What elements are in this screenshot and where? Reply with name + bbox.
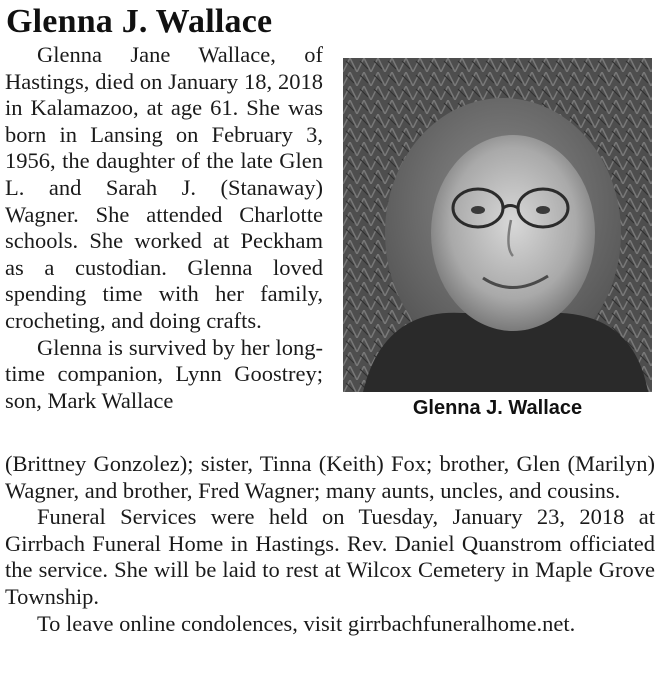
portrait-image — [343, 58, 652, 392]
obituary-column-text — [5, 42, 323, 414]
paragraph-survivors-start: Glenna is survived by her long-time companion, Lynn Goostrey; son, Mark Wallace — [5, 334, 323, 413]
obituary-headline: Glenna J. Wallace — [6, 3, 273, 40]
photo-caption: Glenna J. Wallace — [412, 397, 583, 419]
paragraph-services: Funeral Services were held on Tuesday, January 23, 2018 at Girrbach Funeral Home in Hastings. Rev. Daniel Quanstrom officiated the service. She will be laid to rest at Wilcox Cemetery in Maple Grove Township. — [5, 504, 655, 609]
paragraph-biography: Glenna Jane Wallace, of Hastings, died on January 18, 2018 in Kalamazoo, at age 61. She was born in Lansing on February 3, 1956, the daughter of the late Glen L. and Sarah J. (Stanaway) Wagner. She attended Charlotte schools. She worked at Peckham as a custodian. Glenna loved spending time with her family, crocheting, and doing crafts. — [5, 42, 323, 333]
obituary-full-width-text — [5, 451, 655, 637]
portrait-photo — [343, 58, 652, 392]
paragraph-survivors-continued: (Brittney Gonzolez); sister, Tinna (Keith) Fox; brother, Glen (Marilyn) Wagner, and brother, Fred Wagner; many aunts, uncles, and cousins. — [5, 451, 655, 503]
paragraph-condolences: To leave online condolences, visit girrbachfuneralhome.net. — [37, 610, 576, 636]
